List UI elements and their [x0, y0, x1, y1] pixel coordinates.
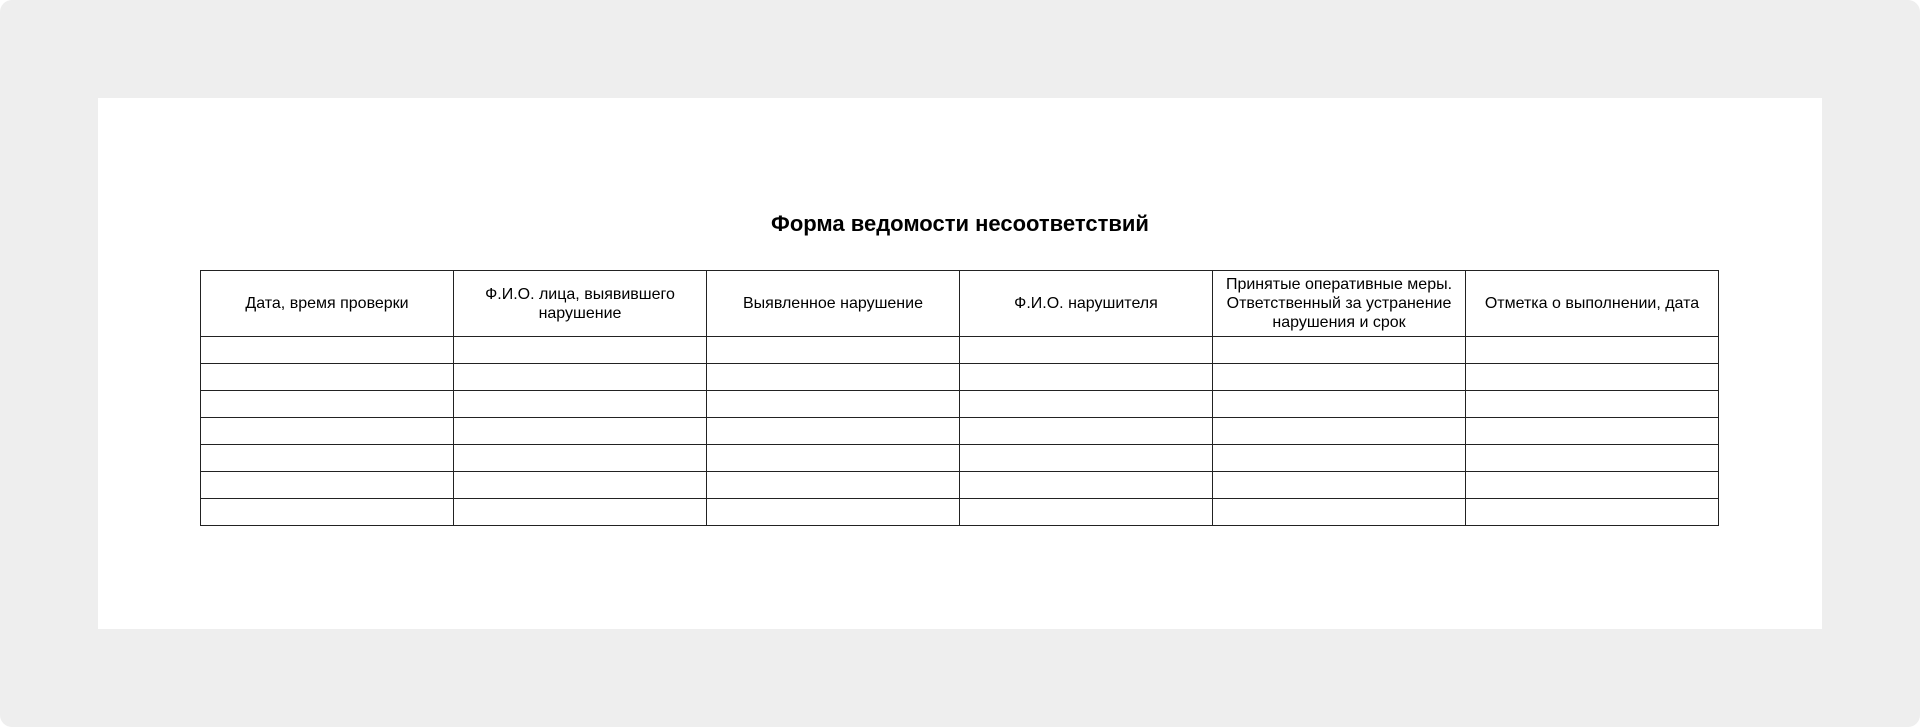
table-row: [201, 445, 1719, 472]
table-cell: [454, 499, 707, 526]
table-cell: [960, 364, 1213, 391]
table-row: [201, 364, 1719, 391]
table-cell: [1466, 445, 1719, 472]
table-cell: [707, 418, 960, 445]
table-cell: [707, 472, 960, 499]
table-cell: [1213, 418, 1466, 445]
table-cell: [454, 364, 707, 391]
table-cell: [1466, 337, 1719, 364]
table-cell: [960, 472, 1213, 499]
table-cell: [1213, 391, 1466, 418]
table-row: [201, 499, 1719, 526]
table-cell: [1213, 364, 1466, 391]
table-cell: [707, 364, 960, 391]
column-header-inspector-name: Ф.И.О. лица, выявившего нарушение: [454, 271, 707, 337]
table-row: [201, 472, 1719, 499]
column-header-completion: Отметка о выполнении, дата: [1466, 271, 1719, 337]
table-cell: [1466, 418, 1719, 445]
table-cell: [1213, 445, 1466, 472]
nonconformity-table: [200, 270, 1719, 526]
table-cell: [1466, 472, 1719, 499]
table-row: [201, 337, 1719, 364]
table-header-row: [201, 271, 1719, 337]
table-cell: [1213, 337, 1466, 364]
column-header-measures: Принятые оперативные меры. Ответственный за устранение нарушения и срок: [1213, 271, 1466, 337]
table-cell: [454, 391, 707, 418]
table-cell: [201, 499, 454, 526]
document-title: Форма ведомости несоответствий: [771, 211, 1149, 236]
column-header-violator-name: Ф.И.О. нарушителя: [960, 271, 1213, 337]
table-cell: [707, 391, 960, 418]
document-page: [98, 98, 1822, 629]
table-cell: [454, 337, 707, 364]
table-cell: [1466, 364, 1719, 391]
table-cell: [960, 337, 1213, 364]
table-cell: [1466, 391, 1719, 418]
table-cell: [454, 445, 707, 472]
table-cell: [960, 445, 1213, 472]
table-cell: [1213, 499, 1466, 526]
table-cell: [201, 445, 454, 472]
table-row: [201, 391, 1719, 418]
table-cell: [707, 337, 960, 364]
table-cell: [1466, 499, 1719, 526]
table-cell: [201, 418, 454, 445]
column-header-violation: Выявленное нарушение: [707, 271, 960, 337]
table-cell: [1213, 472, 1466, 499]
table-row: [201, 418, 1719, 445]
table-cell: [454, 418, 707, 445]
table-cell: [201, 337, 454, 364]
table-cell: [201, 472, 454, 499]
table-cell: [960, 391, 1213, 418]
table-cell: [707, 445, 960, 472]
table-cell: [454, 472, 707, 499]
column-header-date-time: Дата, время проверки: [201, 271, 454, 337]
table-cell: [201, 364, 454, 391]
table-cell: [201, 391, 454, 418]
table-cell: [707, 499, 960, 526]
table-cell: [960, 418, 1213, 445]
table-cell: [960, 499, 1213, 526]
